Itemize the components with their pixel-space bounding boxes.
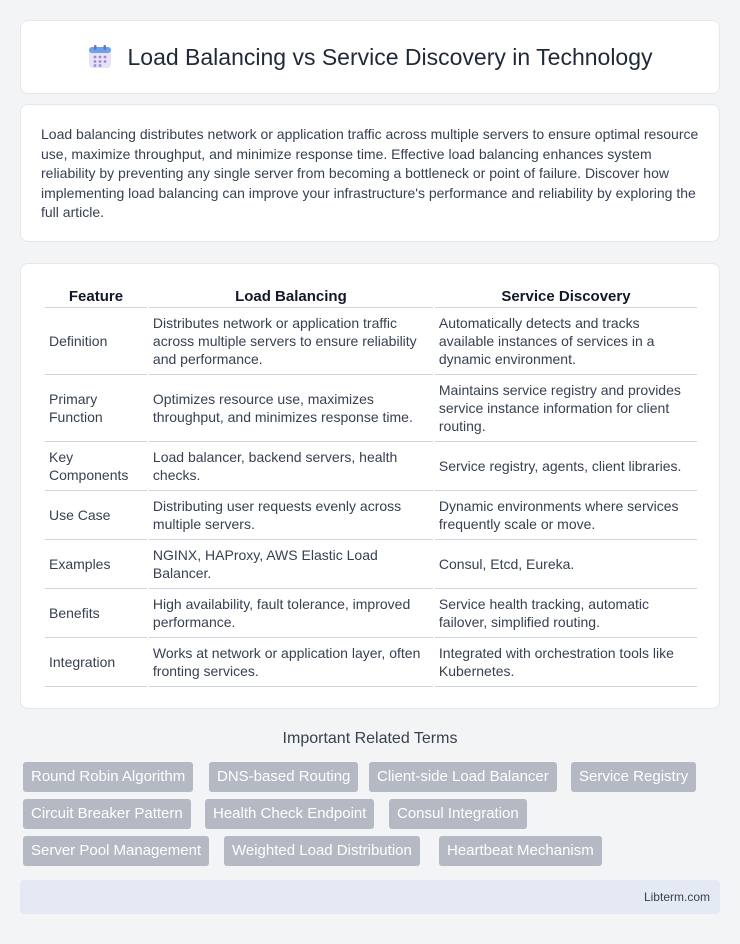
header-service-discovery: Service Discovery bbox=[435, 284, 697, 308]
feature-cell: Definition bbox=[45, 308, 147, 375]
feature-cell: Benefits bbox=[45, 589, 147, 638]
feature-cell: Examples bbox=[45, 540, 147, 589]
table-row bbox=[45, 638, 697, 687]
table-row bbox=[45, 308, 697, 375]
load-balancing-cell: Optimizes resource use, maximizes throughput, and minimizes response time. bbox=[149, 375, 433, 442]
load-balancing-cell: Distributing user requests evenly across multiple servers. bbox=[149, 491, 433, 540]
table-row bbox=[45, 491, 697, 540]
term-tag[interactable]: Heartbeat Mechanism bbox=[439, 836, 602, 866]
load-balancing-cell: Load balancer, backend servers, health checks. bbox=[149, 442, 433, 491]
feature-cell: Use Case bbox=[45, 491, 147, 540]
load-balancing-cell: Distributes network or application traffic across multiple servers to ensure reliability and performance. bbox=[149, 308, 433, 375]
header-feature: Feature bbox=[45, 284, 147, 308]
service-discovery-cell: Consul, Etcd, Eureka. bbox=[435, 540, 697, 589]
term-tag[interactable]: Consul Integration bbox=[389, 799, 527, 829]
related-terms-heading: Important Related Terms bbox=[282, 730, 458, 747]
comparison-table-card bbox=[20, 263, 720, 709]
term-tag[interactable]: Round Robin Algorithm bbox=[23, 762, 193, 792]
footer-site-link[interactable]: Libterm.com bbox=[643, 890, 710, 904]
term-tag[interactable]: Service Registry bbox=[571, 762, 696, 792]
service-discovery-cell: Dynamic environments where services frequently scale or move. bbox=[435, 491, 697, 540]
intro-text: Load balancing distributes network or application traffic across multiple servers to ensure optimal resource use, maximize throughput, and minimize response time. Effective load balancing enhances system reliability by preventing any single server from becoming a bottleneck or point of failure. Discover how implementing load balancing can improve your infrastructure's performance and reliability by exploring the full article. bbox=[41, 126, 699, 220]
service-discovery-cell: Service registry, agents, client libraries. bbox=[435, 442, 697, 491]
feature-cell: Integration bbox=[45, 638, 147, 687]
page-title: Load Balancing vs Service Discovery in Technology bbox=[127, 43, 653, 70]
service-discovery-cell: Maintains service registry and provides service instance information for client routing. bbox=[435, 375, 697, 442]
load-balancing-cell: Works at network or application layer, often fronting services. bbox=[149, 638, 433, 687]
header-load-balancing: Load Balancing bbox=[149, 284, 433, 308]
load-balancing-cell: NGINX, HAProxy, AWS Elastic Load Balancer. bbox=[149, 540, 433, 589]
table-row bbox=[45, 589, 697, 638]
term-tag[interactable]: Circuit Breaker Pattern bbox=[23, 799, 191, 829]
term-tag[interactable]: Server Pool Management bbox=[23, 836, 209, 866]
load-balancing-cell: High availability, fault tolerance, improved performance. bbox=[149, 589, 433, 638]
title-card bbox=[20, 20, 720, 94]
feature-cell: Primary Function bbox=[45, 375, 147, 442]
table-row bbox=[45, 375, 697, 442]
service-discovery-cell: Automatically detects and tracks available instances of services in a dynamic environment. bbox=[435, 308, 697, 375]
intro-card bbox=[20, 104, 720, 242]
calendar-icon bbox=[87, 44, 113, 70]
term-tag[interactable]: Health Check Endpoint bbox=[205, 799, 374, 829]
service-discovery-cell: Service health tracking, automatic failover, simplified routing. bbox=[435, 589, 697, 638]
footer bbox=[20, 880, 720, 914]
table-row bbox=[45, 540, 697, 589]
term-tag[interactable]: Client-side Load Balancer bbox=[369, 762, 557, 792]
term-tag[interactable]: Weighted Load Distribution bbox=[224, 836, 420, 866]
service-discovery-cell: Integrated with orchestration tools like Kubernetes. bbox=[435, 638, 697, 687]
term-tag[interactable]: DNS-based Routing bbox=[209, 762, 358, 792]
table-row bbox=[45, 442, 697, 491]
comparison-table bbox=[43, 284, 699, 687]
table-header-row bbox=[45, 284, 697, 308]
feature-cell: Key Components bbox=[45, 442, 147, 491]
